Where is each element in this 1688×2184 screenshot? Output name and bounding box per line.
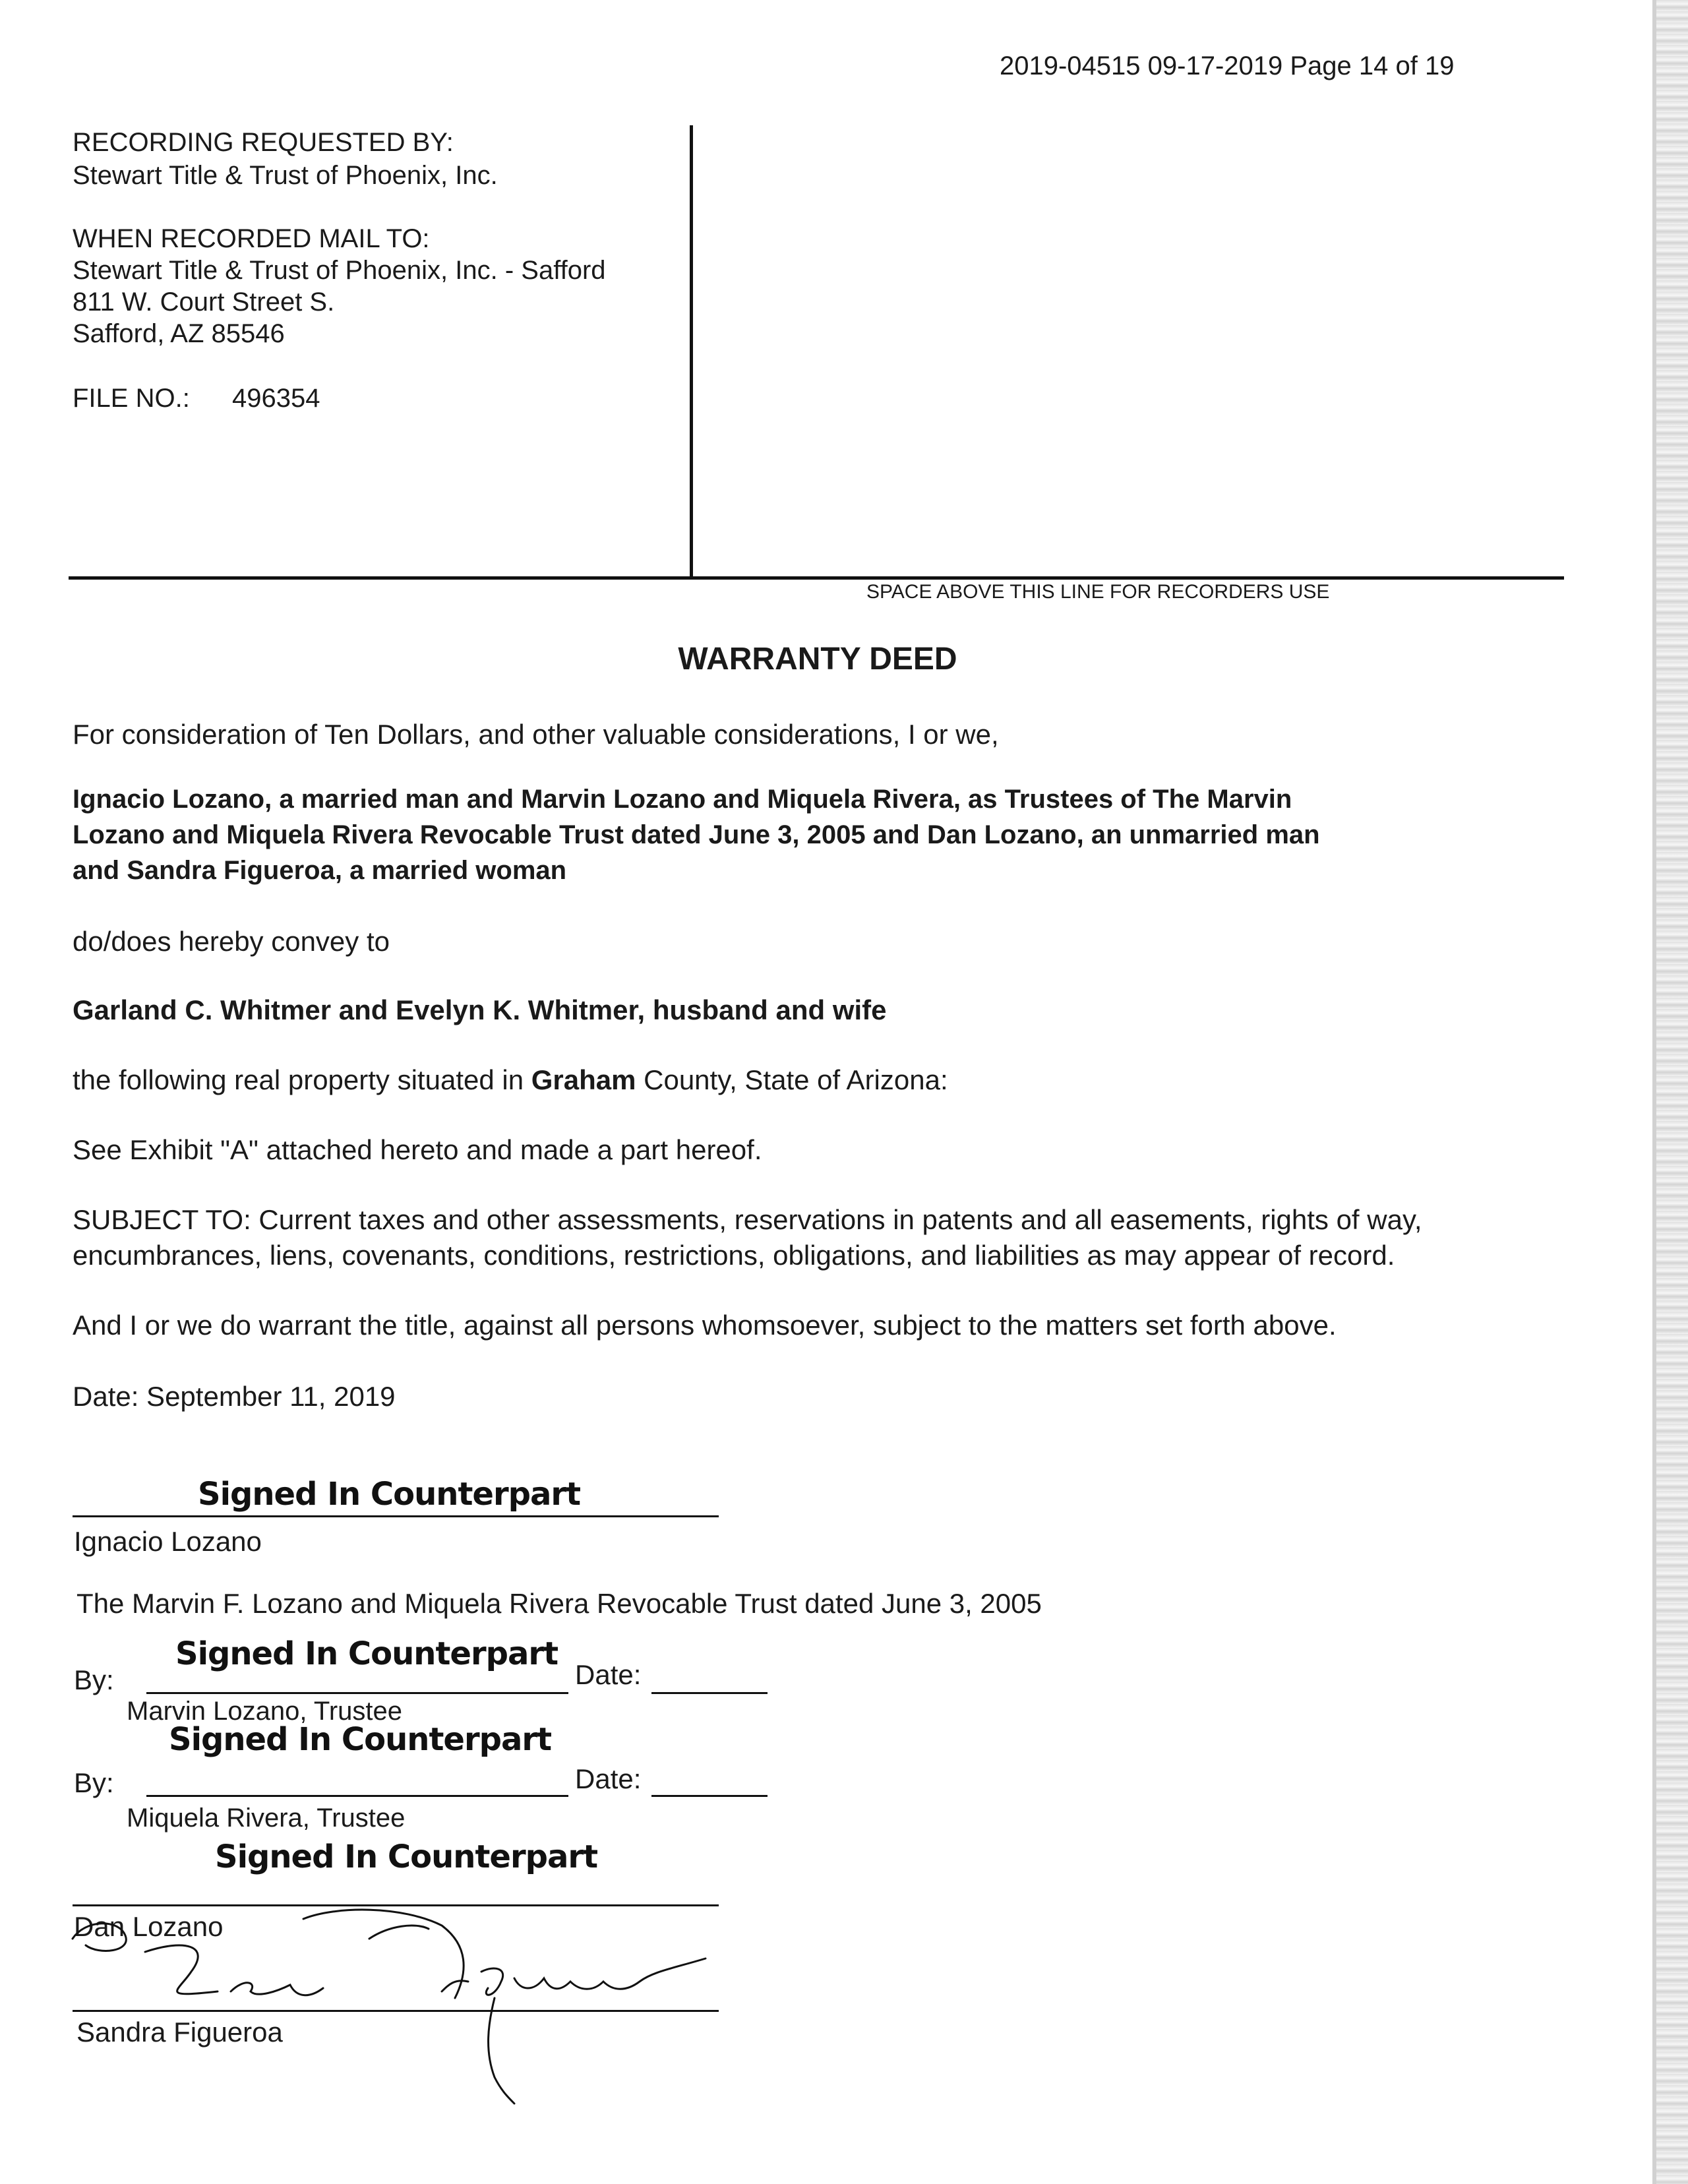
sandra-handwritten-signature — [59, 1899, 752, 2110]
ignacio-name: Ignacio Lozano — [74, 1526, 262, 1557]
recorder-space-line — [69, 576, 1564, 580]
property-location — [73, 1064, 948, 1096]
exhibit-text: See Exhibit "A" attached hereto and made a part hereof. — [73, 1134, 762, 1165]
file-no-label: FILE NO.: — [73, 384, 190, 413]
warrant-text: And I or we do warrant the title, against all persons whomsoever, subject to the matters set forth above. — [73, 1310, 1337, 1341]
consideration-text: For consideration of Ten Dollars, and other valuable considerations, I or we, — [73, 719, 999, 750]
marvin-date-line — [651, 1692, 768, 1694]
deed-title: WARRANTY DEED — [678, 642, 957, 677]
dan-name: Dan Lozano — [74, 1911, 224, 1942]
mail-to-line3: Safford, AZ 85546 — [73, 319, 285, 348]
marvin-date-label: Date: — [575, 1659, 642, 1690]
grantors-line3: and Sandra Figueroa, a married woman — [73, 856, 567, 885]
signature-stroke-7 — [489, 1998, 514, 2104]
ignacio-signature-stamp: Signed In Counterpart — [198, 1476, 581, 1513]
trust-name: The Marvin F. Lozano and Miquela Rivera Revocable Trust dated June 3, 2005 — [76, 1588, 1042, 1619]
property-county: Graham — [531, 1064, 636, 1095]
scan-edge-shadow — [1652, 0, 1656, 2184]
grantors-line1: Ignacio Lozano, a married man and Marvin Lozano and Miquela Rivera, as Trustees of The Marvin — [73, 785, 1292, 814]
miquela-date-line — [651, 1795, 768, 1797]
miquela-signature-line — [146, 1795, 568, 1797]
marvin-name: Marvin Lozano, Trustee — [127, 1697, 402, 1726]
grantors-line2: Lozano and Miquela Rivera Revocable Trust dated June 3, 2005 and Dan Lozano, an unmarried man — [73, 820, 1320, 849]
document-reference: 2019-04515 09-17-2019 Page 14 of 19 — [1000, 51, 1455, 80]
subject-to-line2: encumbrances, liens, covenants, conditions, restrictions, obligations, and liabilities as may appear of record. — [73, 1240, 1395, 1271]
miquela-name: Miquela Rivera, Trustee — [127, 1804, 406, 1833]
signature-stroke-6 — [514, 1958, 706, 1989]
property-post: County, State of Arizona: — [636, 1064, 948, 1095]
file-no: 496354 — [232, 384, 320, 413]
signature-stroke-8 — [369, 1926, 429, 1939]
subject-to-line1: SUBJECT TO: Current taxes and other assessments, reservations in patents and all easements, rights of way, — [73, 1204, 1422, 1235]
mail-to-line1: Stewart Title & Trust of Phoenix, Inc. - Safford — [73, 256, 606, 285]
signature-stroke-2 — [145, 1945, 218, 1994]
miquela-by-label: By: — [74, 1767, 114, 1798]
miquela-date-label: Date: — [575, 1763, 642, 1794]
deed-date: Date: September 11, 2019 — [73, 1381, 396, 1412]
grantees: Garland C. Whitmer and Evelyn K. Whitmer, husband and wife — [73, 994, 887, 1025]
dan-signature-stamp: Signed In Counterpart — [215, 1838, 598, 1875]
signature-stroke-1 — [73, 1924, 126, 1951]
signature-stroke-5 — [442, 1968, 503, 1995]
sandra-name: Sandra Figueroa — [76, 2017, 283, 2048]
mail-to-line2: 811 W. Court Street S. — [73, 288, 335, 317]
marvin-signature-stamp: Signed In Counterpart — [175, 1635, 558, 1672]
marvin-by-label: By: — [74, 1664, 114, 1695]
recorder-space-note: SPACE ABOVE THIS LINE FOR RECORDERS USE — [866, 581, 1330, 603]
miquela-signature-stamp: Signed In Counterpart — [169, 1721, 552, 1758]
ignacio-signature-line — [73, 1515, 719, 1517]
recorder-box-divider — [690, 125, 693, 578]
signature-stroke-3 — [231, 1983, 323, 1995]
recording-requested-by: Stewart Title & Trust of Phoenix, Inc. — [73, 161, 498, 190]
recording-requested-label: RECORDING REQUESTED BY: — [73, 128, 454, 157]
mail-to-label: WHEN RECORDED MAIL TO: — [73, 224, 430, 253]
marvin-signature-line — [146, 1692, 568, 1694]
signature-stroke-4 — [303, 1910, 464, 1998]
scan-edge — [1656, 0, 1688, 2184]
convey-text: do/does hereby convey to — [73, 926, 390, 957]
property-pre: the following real property situated in — [73, 1064, 531, 1095]
